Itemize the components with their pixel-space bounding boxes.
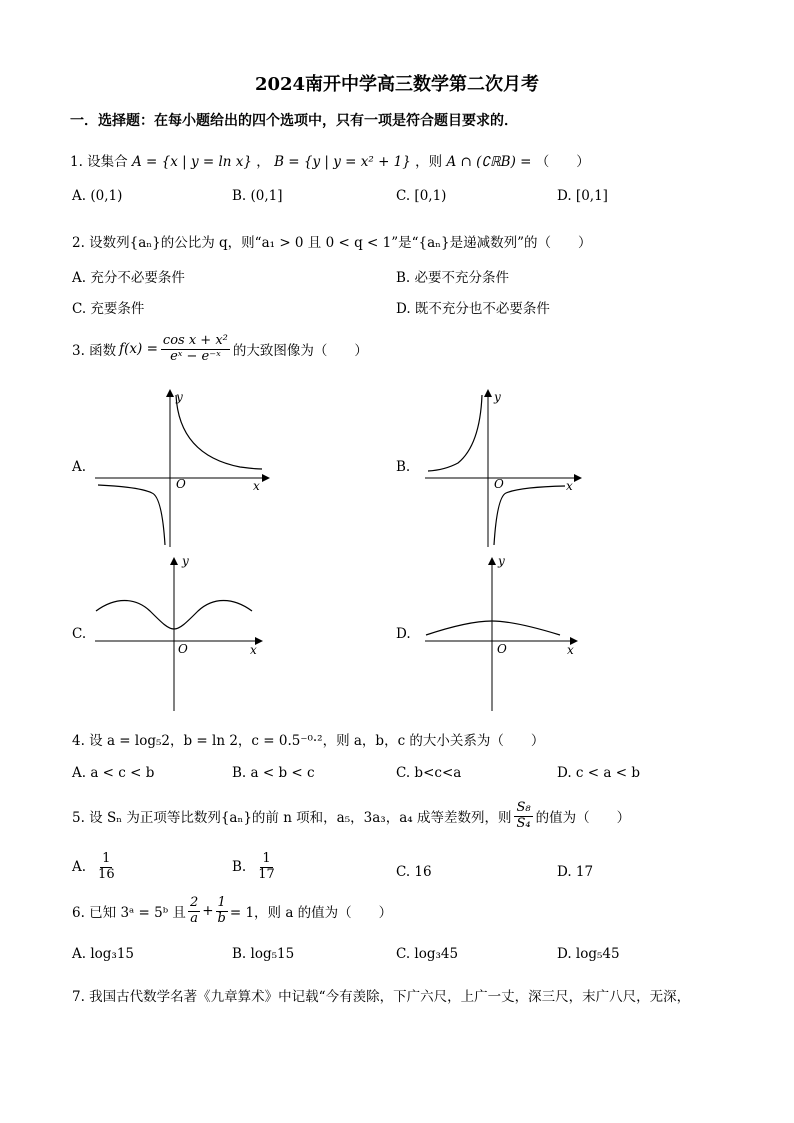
q5-option-a-num: 1: [102, 851, 111, 866]
q6-option-c: C. log₃45: [396, 946, 459, 962]
q6-stem-b: = 1，则 a 的值为（ ）: [229, 905, 393, 922]
q3-option-c-label: C.: [72, 626, 87, 642]
section-heading: 一．选择题：在每小题给出的四个选项中，只有一项是符合题目要求的．: [70, 113, 518, 129]
graph-c-origin: O: [178, 642, 188, 656]
graph-b-x-label: x: [566, 479, 573, 493]
graph-b-y-label: y: [494, 390, 501, 404]
q4-option-c: C. b<c<a: [396, 765, 462, 781]
graph-b-left-branch: [428, 395, 482, 471]
q3-option-a-label: A.: [72, 459, 87, 475]
question-2: 2. 设数列{aₙ}的公比为 q，则“a₁ > 0 且 0 < q < 1”是“{aₙ}是递减数列”的（ ）: [72, 235, 592, 251]
q6-fraction-1-den: a: [190, 910, 198, 926]
q5-option-b-num: 1: [262, 851, 271, 866]
question-3: [72, 334, 368, 365]
q4-option-a: A. a < c < b: [72, 765, 155, 781]
graph-a-x-label: x: [253, 479, 260, 493]
graph-d-curve: [426, 621, 560, 635]
q1-set-a: A = {x | y = ln x}: [131, 154, 252, 170]
q3-option-b-label: B.: [396, 459, 411, 475]
q5-option-b-label: B.: [232, 859, 247, 876]
question-1: [70, 150, 590, 170]
q5-option-a-den: 16: [98, 866, 115, 882]
graph-c: [90, 553, 270, 713]
q5-option-a-label: A.: [72, 859, 87, 876]
q5-option-c: C. 16: [396, 864, 432, 880]
q3-denominator: eˣ − e⁻ˣ: [170, 348, 221, 364]
q5-option-a: [72, 852, 117, 883]
q5-fraction-num: S₈: [516, 800, 531, 815]
graph-a: [90, 385, 270, 550]
graph-b: [420, 385, 585, 550]
q2-option-c: C. 充要条件: [72, 301, 145, 317]
q4-option-b: B. a < b < c: [232, 765, 315, 781]
q1-option-b: B. (0,1]: [232, 188, 283, 204]
q5-option-b: [232, 852, 277, 883]
q4-option-d: D. c < a < b: [557, 765, 640, 781]
graph-a-origin: O: [176, 477, 186, 491]
q5-fraction: [514, 801, 532, 832]
q6-option-b: B. log₅15: [232, 946, 295, 962]
graph-b-origin: O: [494, 477, 504, 491]
graph-b-y-arrow: [484, 389, 492, 397]
q1-stem-b: ，则: [415, 154, 443, 170]
graph-a-left-branch: [98, 485, 165, 545]
q5-option-d: D. 17: [557, 864, 594, 880]
graph-d-y-arrow: [488, 557, 496, 565]
graph-c-y-arrow: [170, 557, 178, 565]
graph-d: [420, 553, 585, 713]
q3-fraction: [161, 334, 230, 365]
q1-option-c: C. [0,1): [396, 188, 447, 204]
q5-option-a-frac: [96, 852, 117, 883]
q6-plus: +: [202, 903, 214, 920]
graph-a-y-label: y: [176, 390, 183, 404]
q5-stem-a: 5. 设 Sₙ 为正项等比数列{aₙ}的前 n 项和，a₅，3a₃，a₄ 成等差数列，则: [72, 810, 512, 827]
question-7: 7. 我国古代数学名著《九章算术》中记载“今有羡除，下广六尺，上广一丈，深三尺，末广八尺，无深，: [72, 989, 691, 1005]
q1-option-a: A. (0,1): [72, 188, 123, 204]
graph-c-x-label: x: [250, 643, 257, 657]
q3-numerator: cos x + x²: [162, 333, 228, 348]
q1-stem-a: 1. 设集合: [70, 154, 128, 170]
q6-fraction-1-num: 2: [189, 895, 199, 910]
q1-option-d: D. [0,1]: [557, 188, 608, 204]
question-6: [72, 896, 392, 927]
question-4: 4. 设 a = log₅2，b = ln 2，c = 0.5⁻⁰·²，则 a，b，c 的大小关系为（ ）: [72, 733, 545, 749]
q3-option-d-label: D.: [396, 626, 411, 642]
q1-set-b: B = {y | y = x² + 1}: [274, 154, 411, 170]
graph-a-right-branch: [176, 395, 262, 469]
q6-fraction-2-den: b: [217, 910, 226, 926]
q2-option-a: A. 充分不必要条件: [72, 270, 185, 286]
graph-a-y-arrow: [166, 389, 174, 397]
graph-d-origin: O: [497, 642, 507, 656]
q5-fraction-den: S₄: [516, 815, 531, 831]
q5-option-b-frac: [256, 852, 277, 883]
q3-stem-a: 3. 函数: [72, 343, 117, 360]
q1-expr: A ∩ (∁ℝB) =: [446, 154, 532, 170]
q6-option-d: D. log₅45: [557, 946, 620, 962]
graph-c-y-label: y: [182, 554, 189, 568]
q3-stem-b: 的大致图像为（ ）: [232, 343, 368, 360]
q6-fraction-2: [216, 896, 228, 927]
graph-a-x-arrow: [262, 474, 270, 482]
q6-stem-a: 6. 已知 3ᵃ = 5ᵇ 且: [72, 905, 186, 922]
q3-function-name: f(x) =: [119, 341, 158, 358]
q6-fraction-1: [188, 896, 200, 927]
graph-b-right-branch: [494, 486, 565, 545]
q6-fraction-2-num: 1: [217, 895, 226, 910]
q2-option-b: B. 必要不充分条件: [396, 270, 510, 286]
q1-separator: ，: [256, 154, 270, 170]
q2-option-d: D. 既不充分也不必要条件: [396, 301, 550, 317]
page-title: 2024南开中学高三数学第二次月考: [254, 74, 540, 95]
graph-b-x-arrow: [574, 474, 582, 482]
q5-stem-b: 的值为（ ）: [535, 810, 631, 827]
q5-option-b-den: 17: [258, 866, 275, 882]
q1-paren: （ ）: [535, 154, 590, 170]
graph-d-y-label: y: [498, 554, 505, 568]
graph-d-x-label: x: [567, 643, 574, 657]
q6-option-a: A. log₃15: [72, 946, 135, 962]
question-5: [72, 801, 630, 832]
